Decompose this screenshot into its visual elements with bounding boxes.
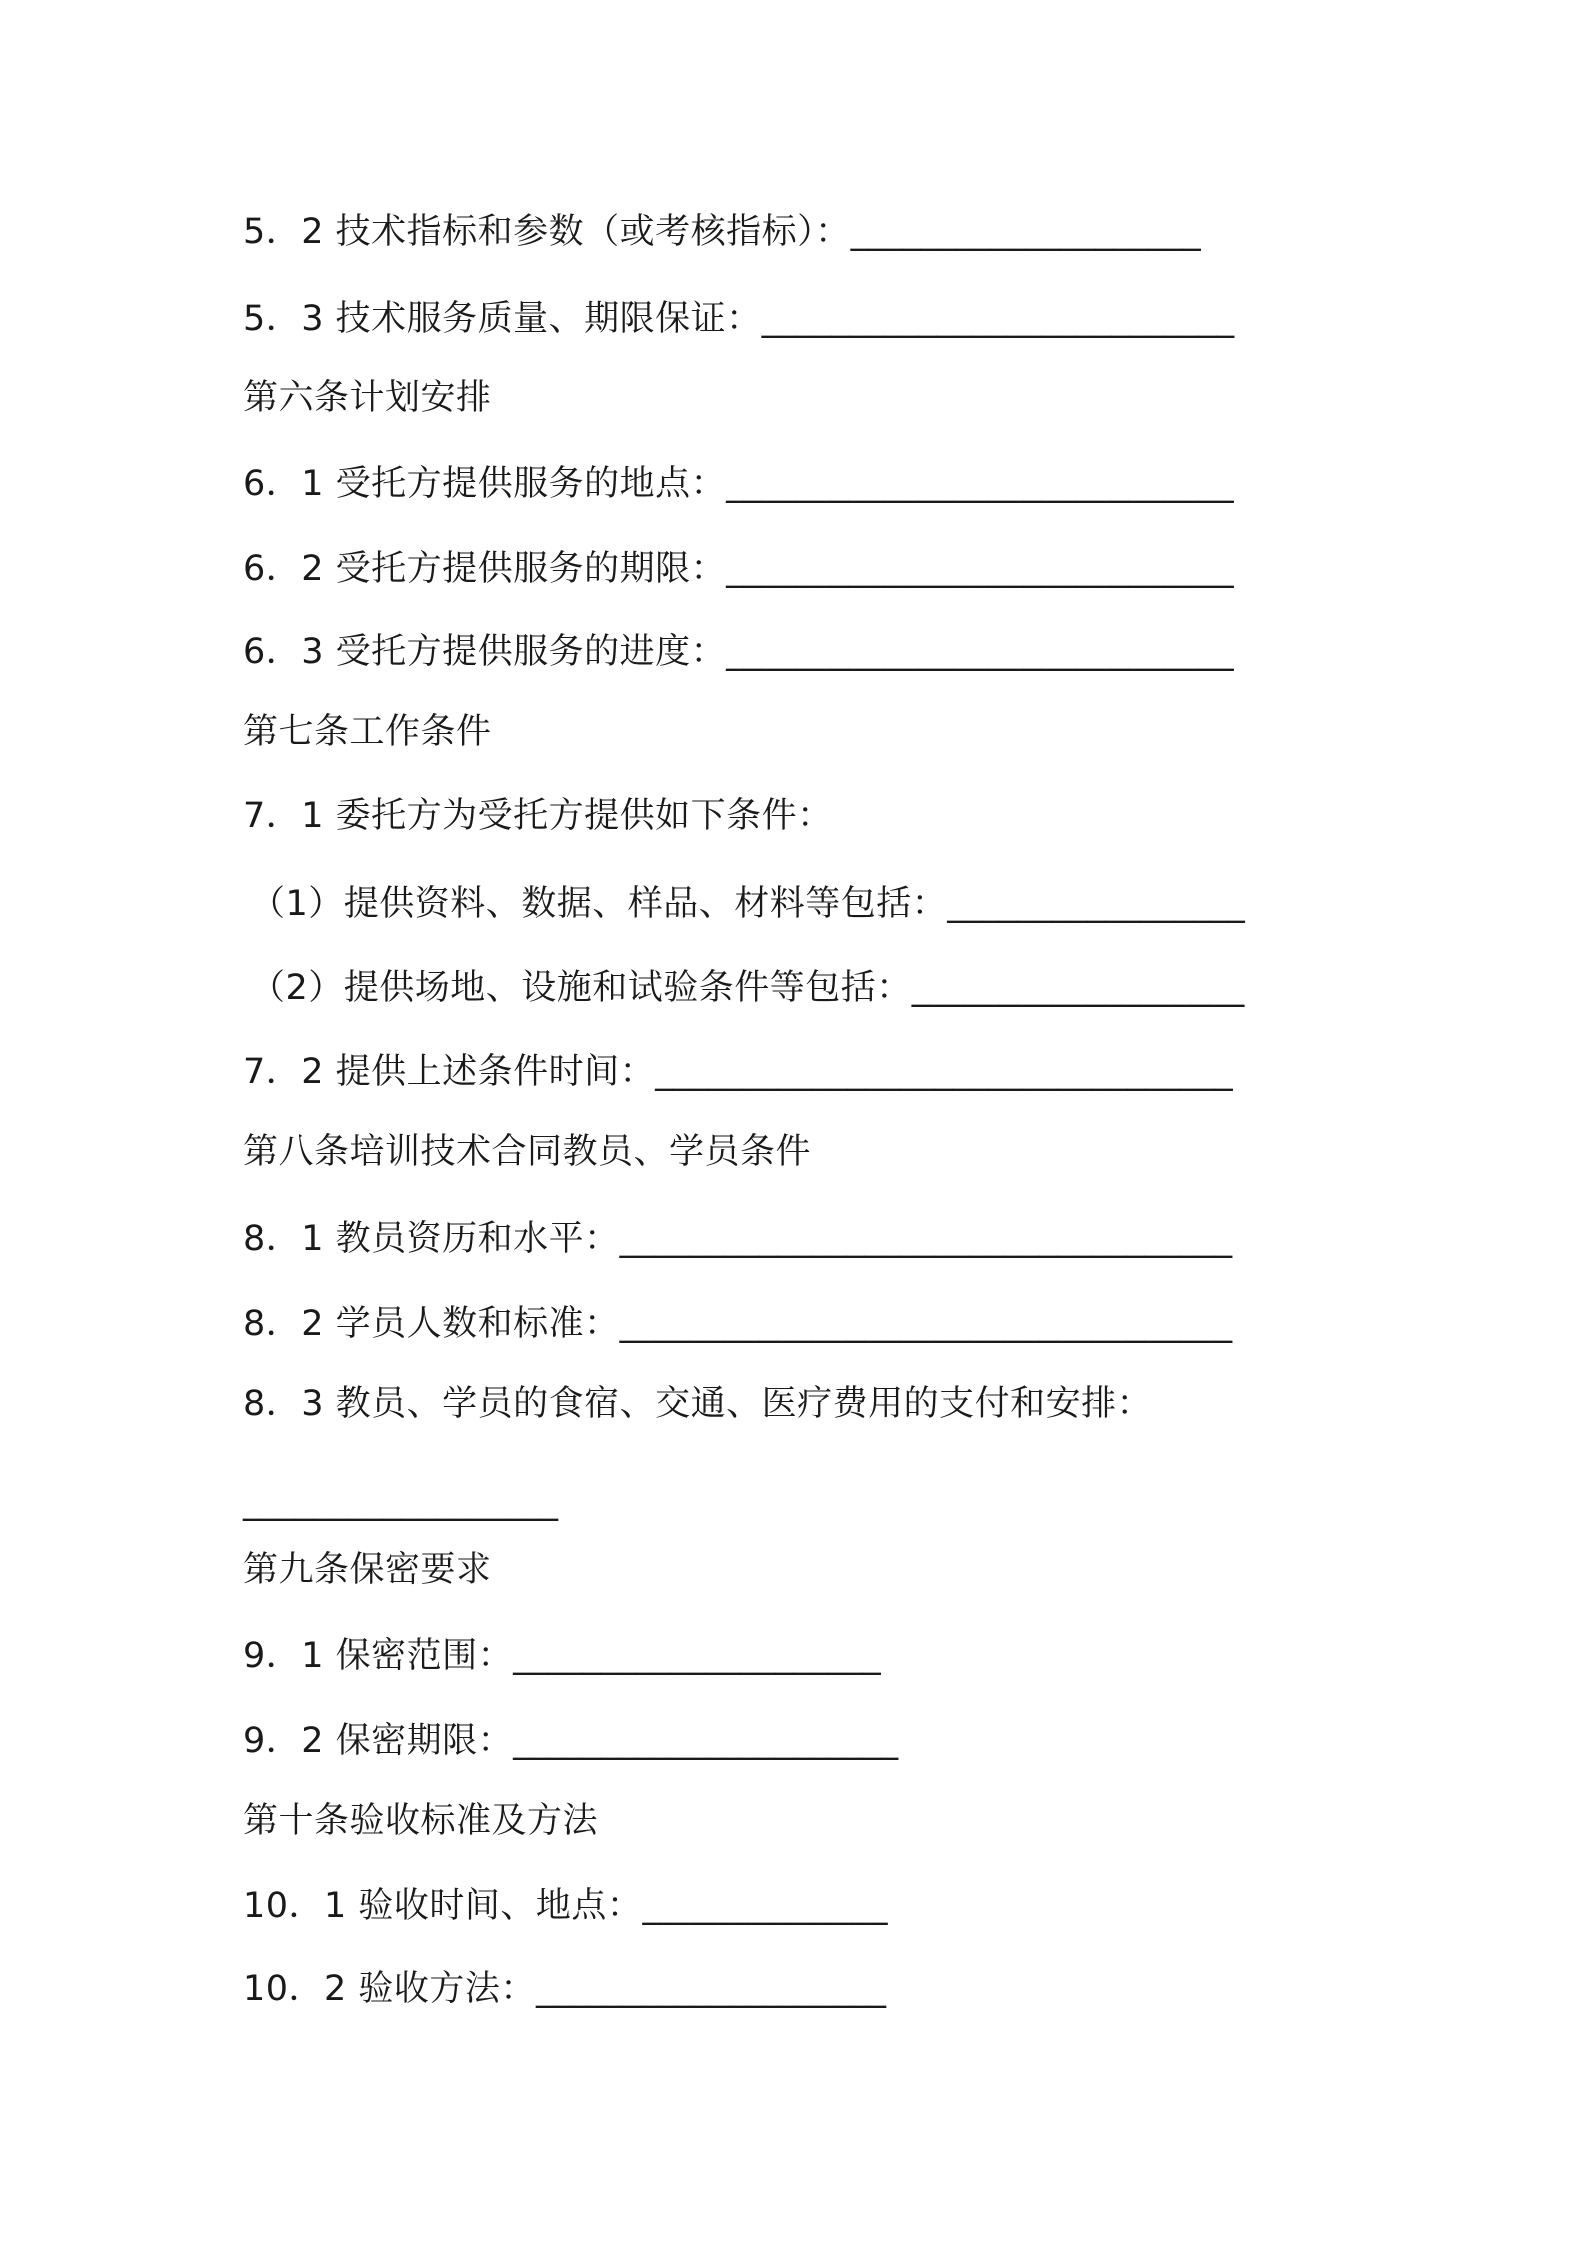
clause-label: 7．1 委托方为受托方提供如下条件： [243, 796, 833, 836]
fill-in-blank: _____________________________ [726, 464, 1234, 504]
article-heading: 第六条计划安排 [243, 378, 492, 418]
fill-in-blank: ___________________________________ [619, 1219, 1233, 1259]
fill-in-blank: _____________________________ [726, 549, 1234, 589]
clause-8-1 [243, 1215, 1232, 1263]
clause-8-2 [243, 1300, 1232, 1348]
fill-in-blank: _________________ [947, 884, 1245, 924]
clause-label: 8．2 学员人数和标准： [243, 1304, 620, 1344]
fill-in-blank: ___________________________________ [619, 1304, 1233, 1344]
clause-label: 9．1 保密范围： [243, 1636, 514, 1676]
clause-9-1 [243, 1632, 881, 1680]
clause-7-1-item-1 [250, 880, 1245, 928]
article-10-heading [243, 1797, 598, 1845]
fill-in-blank: ______________________ [513, 1721, 899, 1761]
clause-label: （1）提供资料、数据、样品、材料等包括： [250, 884, 948, 924]
clause-label: 7．2 提供上述条件时间： [243, 1052, 656, 1092]
fill-in-blank: ___________________________ [761, 299, 1235, 339]
clause-label: （2）提供场地、设施和试验条件等包括： [250, 968, 912, 1008]
clause-6-1 [243, 460, 1234, 508]
article-heading: 第九条保密要求 [243, 1550, 492, 1590]
clause-7-1 [243, 792, 833, 840]
fill-in-blank: ___________________ [911, 968, 1245, 1008]
article-heading: 第七条工作条件 [243, 712, 492, 752]
clause-7-2 [243, 1048, 1233, 1096]
clause-6-3 [243, 628, 1234, 676]
fill-in-blank: ______________ [642, 1886, 888, 1926]
article-8-heading [243, 1128, 811, 1176]
article-9-heading [243, 1546, 492, 1594]
clause-8-3-blank-line [243, 1478, 558, 1526]
clause-label: 9．2 保密期限： [243, 1721, 514, 1761]
clause-label: 6．1 受托方提供服务的地点： [243, 464, 727, 504]
fill-in-blank: _____________________________ [726, 632, 1234, 672]
article-6-heading [243, 374, 492, 422]
clause-label: 8．1 教员资历和水平： [243, 1219, 620, 1259]
clause-label: 6．3 受托方提供服务的进度： [243, 632, 727, 672]
article-heading: 第十条验收标准及方法 [243, 1801, 599, 1841]
clause-8-3 [243, 1380, 1152, 1428]
fill-in-blank: _____________________ [513, 1636, 881, 1676]
clause-label: 10．1 验收时间、地点： [243, 1886, 643, 1926]
clause-label: 10．2 验收方法： [243, 1969, 536, 2009]
clause-7-1-item-2 [250, 964, 1244, 1012]
clause-10-1 [243, 1882, 887, 1930]
fill-in-blank: __________________ [243, 1482, 558, 1522]
fill-in-blank: ____________________ [850, 212, 1201, 252]
clause-9-2 [243, 1717, 898, 1765]
clause-label: 5．2 技术指标和参数（或考核指标）： [243, 212, 851, 252]
clause-10-2 [243, 1965, 886, 2013]
fill-in-blank: _________________________________ [655, 1052, 1233, 1092]
clause-label: 8．3 教员、学员的食宿、交通、医疗费用的支付和安排： [243, 1384, 1153, 1424]
clause-5-2 [243, 208, 1201, 256]
article-heading: 第八条培训技术合同教员、学员条件 [243, 1132, 812, 1172]
fill-in-blank: ____________________ [535, 1969, 886, 2009]
clause-6-2 [243, 545, 1234, 593]
clause-5-3 [243, 295, 1234, 343]
article-7-heading [243, 708, 492, 756]
clause-label: 5．3 技术服务质量、期限保证： [243, 299, 762, 339]
clause-label: 6．2 受托方提供服务的期限： [243, 549, 727, 589]
